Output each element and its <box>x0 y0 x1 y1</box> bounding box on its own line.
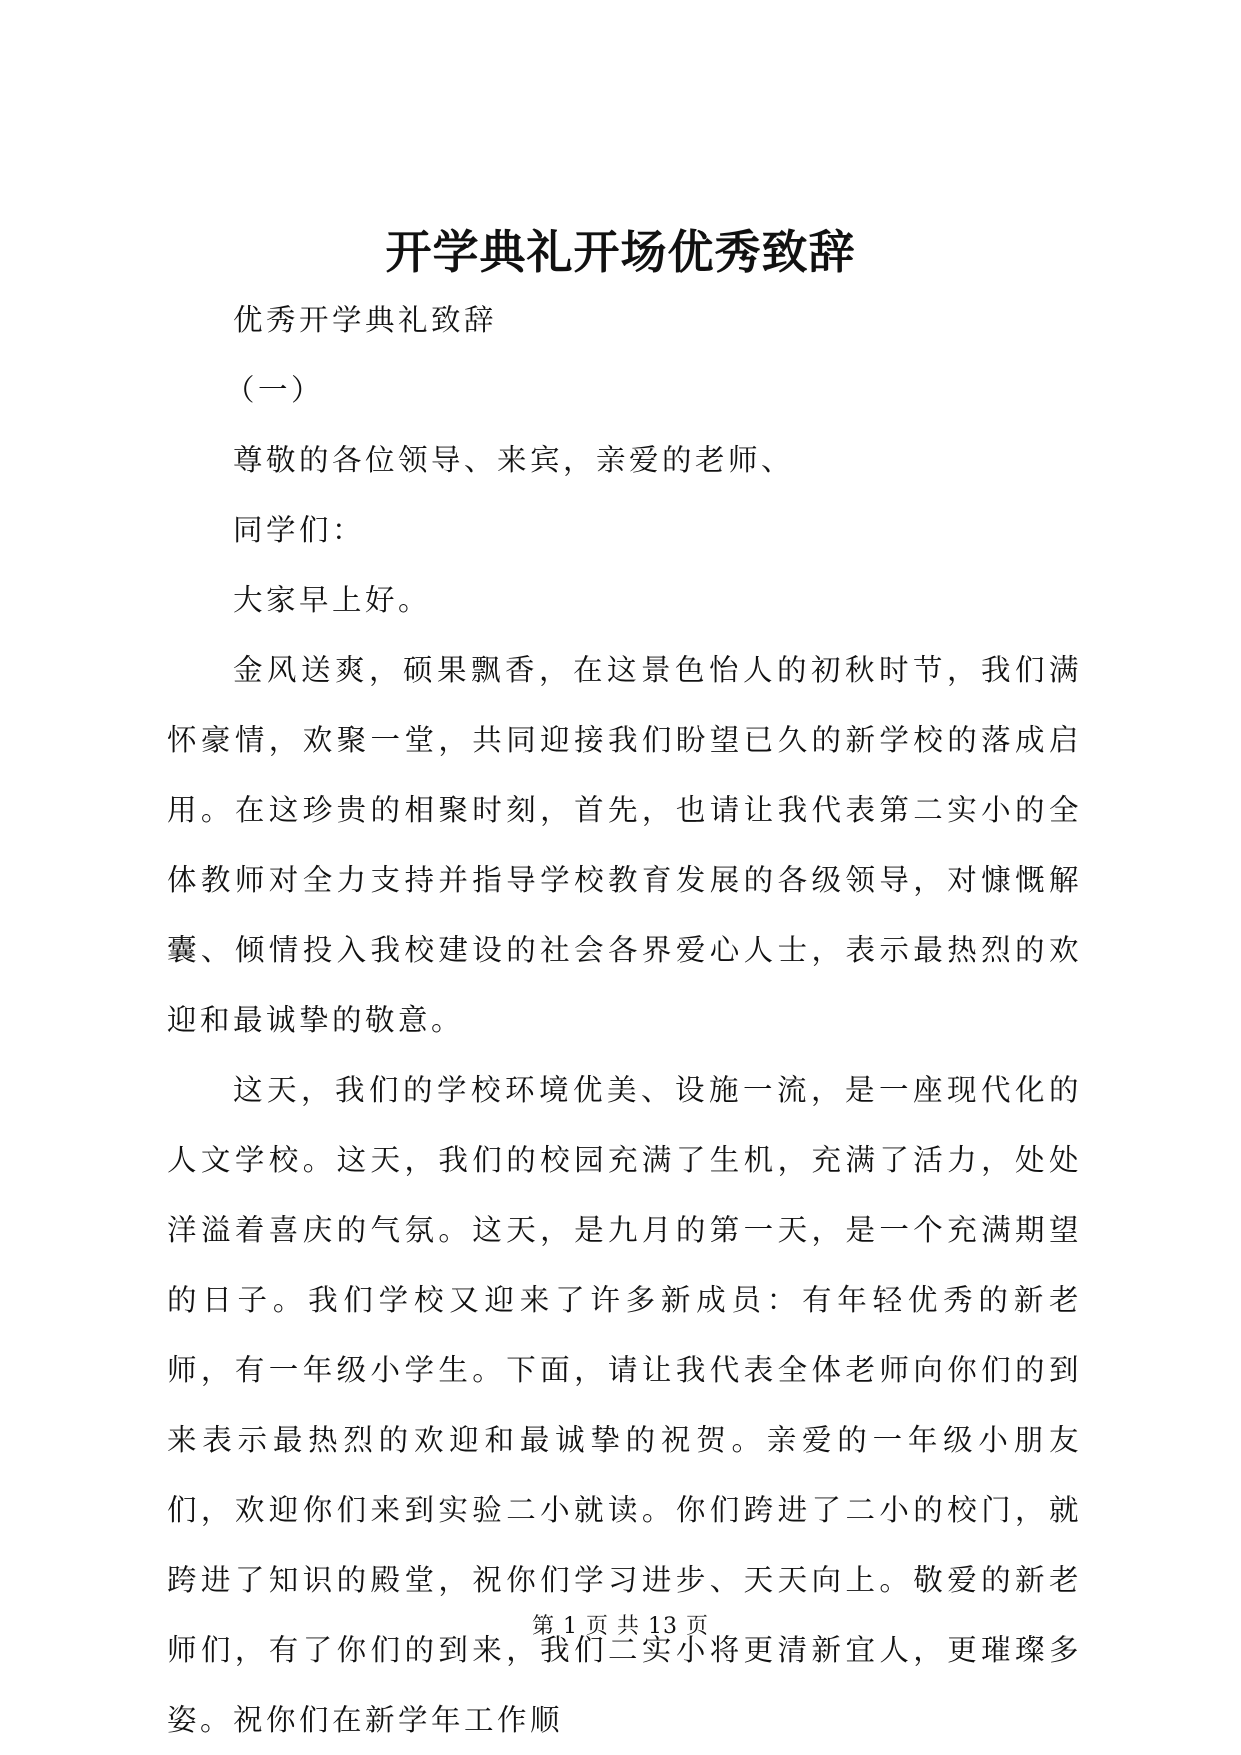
greeting-line: 大家早上好。 <box>233 583 432 617</box>
paragraph-2: 这天，我们的学校环境优美、设施一流，是一座现代化的人文学校。这天，我们的校园充满了生机，充满了活力，处处洋溢着喜庆的气氛。这天，是九月的第一天，是一个充满期望的日子。我们学校又迎来了许多新成员：有年轻优秀的新老师，有一年级小学生。下面，请让我代表全体老师向你们的到来表示最热烈的欢迎和最诚挚的祝贺。亲爱的一年级小朋友们，欢迎你们来到实验二小就读。你们跨进了二小的校门，就跨进了知识的殿堂，祝你们学习进步、天天向上。敬爱的新老师们，有了你们的到来，我们二实小将更清新宜人，更璀璨多姿。祝你们在新学年工作顺 <box>167 1073 1082 1737</box>
subtitle-line: 优秀开学典礼致辞 <box>233 303 498 337</box>
page-number-footer: 第 1 页 共 13 页 <box>532 1614 709 1639</box>
document-title: 开学典礼开场优秀致辞 <box>385 225 856 279</box>
salutation-line-1: 尊敬的各位领导、来宾，亲爱的老师、 <box>233 443 795 477</box>
document-body <box>167 285 1082 1755</box>
paragraph-1: 金风送爽，硕果飘香，在这景色怡人的初秋时节，我们满怀豪情，欢聚一堂，共同迎接我们盼望已久的新学校的落成启用。在这珍贵的相聚时刻，首先，也请让我代表第二实小的全体教师对全力支持并指导学校教育发展的各级领导，对慷慨解囊、倾情投入我校建设的社会各界爱心人士，表示最热烈的欢迎和最诚挚的敬意。 <box>167 653 1082 1037</box>
section-marker: （一） <box>225 373 325 407</box>
salutation-line-2: 同学们： <box>233 513 366 547</box>
